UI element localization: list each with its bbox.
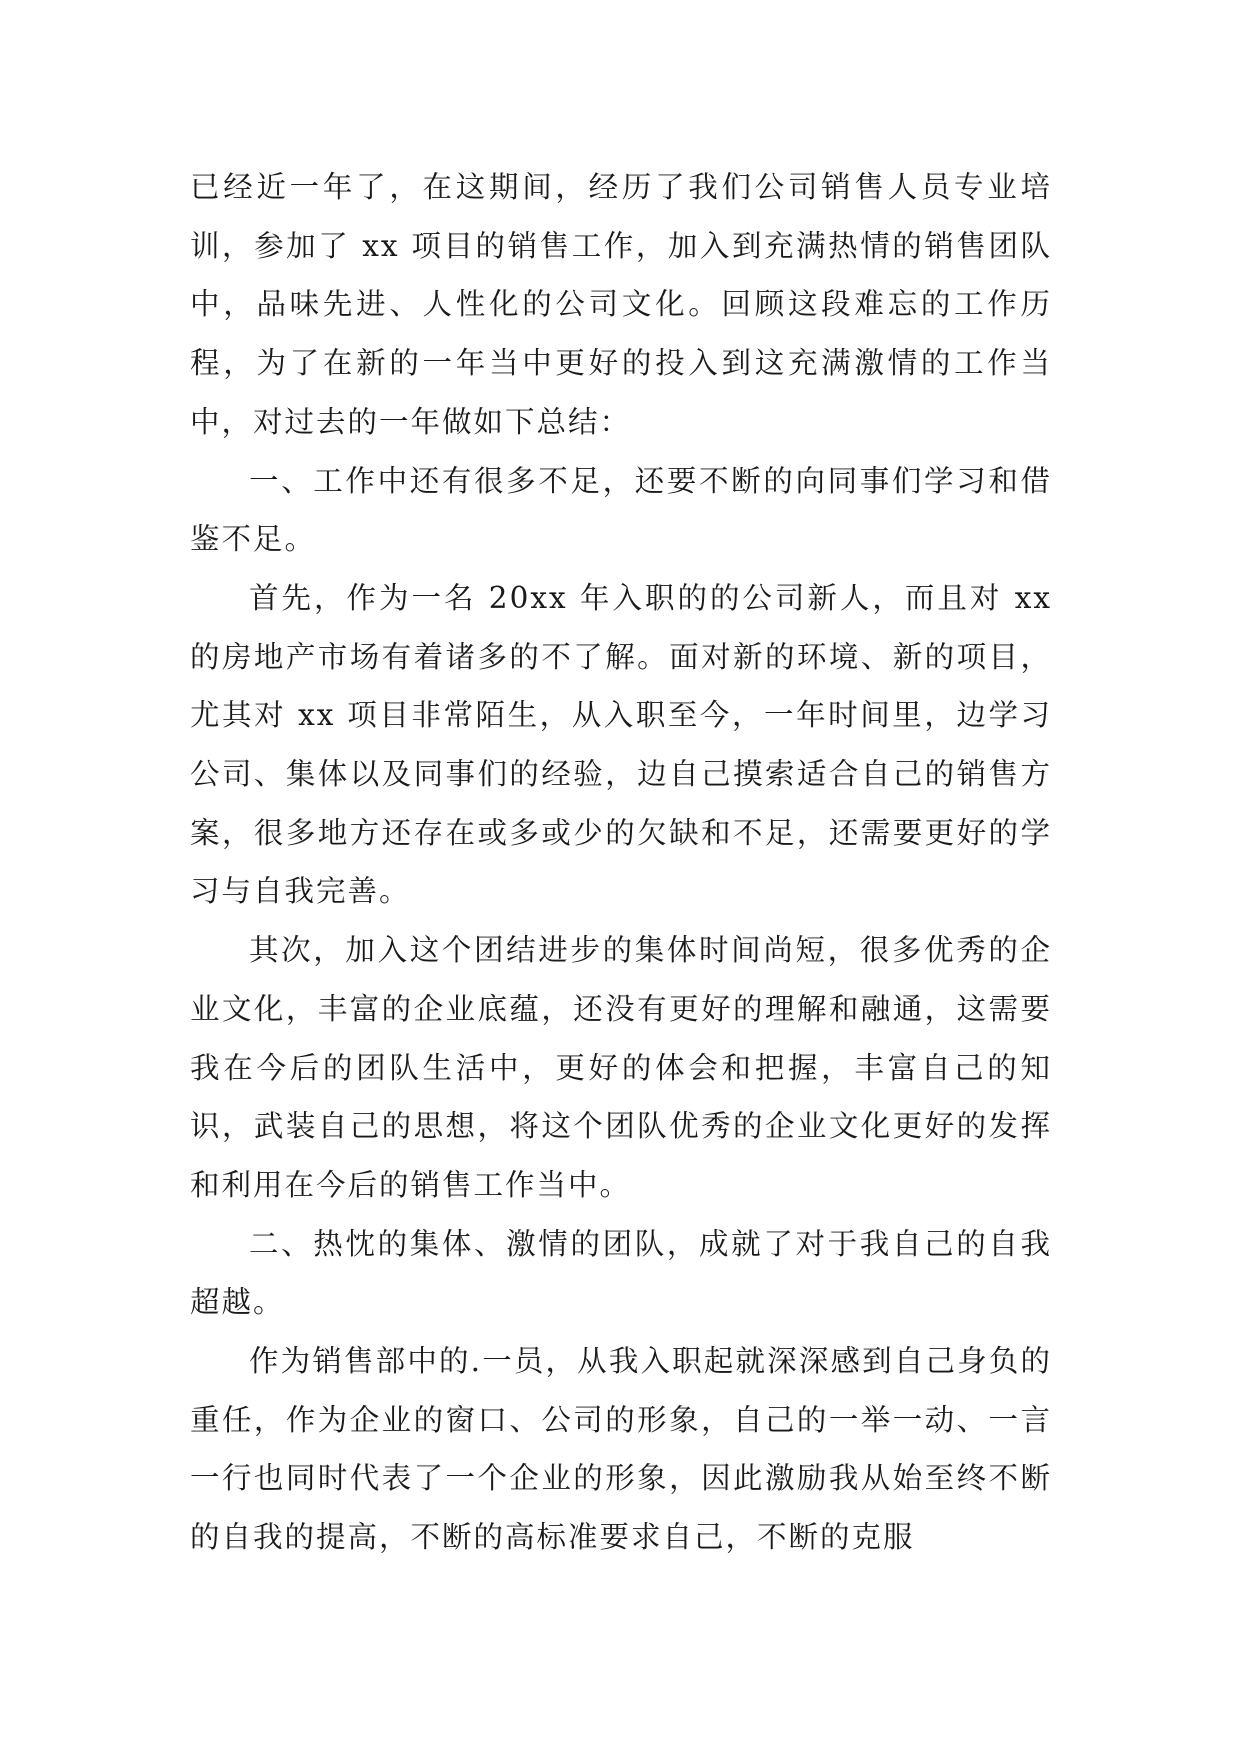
paragraph-second: 其次，加入这个团结进步的集体时间尚短，很多优秀的企业文化，丰富的企业底蕴，还没有更好的理解和融通，这需要我在今后的团队生活中，更好的体会和把握，丰富自己的知识，武装自己的思想，将这个团队优秀的企业文化更好的发挥和利用在今后的销售工作当中。 [190, 933, 1052, 1202]
paragraph-first: 首先，作为一名 20xx 年入职的的公司新人，而且对 xx 的房地产市场有着诸多的不了解。面对新的环境、新的项目，尤其对 xx 项目非常陌生，从入职至今，一年时间里，边学习公司、集体以及同事们的经验，边自己摸索适合自己的销售方案，很多地方还存在或多或少的欠缺和不足，还需要更好的学习与自我完善。 [190, 580, 1052, 909]
section-heading-1: 一、工作中还有很多不足，还要不断的向同事们学习和借鉴不足。 [190, 463, 1052, 557]
paragraph-intro: 已经近一年了，在这期间，经历了我们公司销售人员专业培训，参加了 xx 项目的销售工作，加入到充满热情的销售团队中，品味先进、人性化的公司文化。回顾这段难忘的工作历程，为了在新的一年当中更好的投入到这充满激情的工作当中，对过去的一年做如下总结： [190, 170, 1052, 439]
document-body [190, 158, 1052, 1567]
section-heading-2: 二、热忱的集体、激情的团队，成就了对于我自己的自我超越。 [190, 1226, 1052, 1320]
paragraph-sales-role: 作为销售部中的.一员，从我入职起就深深感到自己身负的重任，作为企业的窗口、公司的形象，自己的一举一动、一言一行也同时代表了一个企业的形象，因此激励我从始至终不断的自我的提高，不断的高标准要求自己，不断的克服 [190, 1344, 1052, 1555]
